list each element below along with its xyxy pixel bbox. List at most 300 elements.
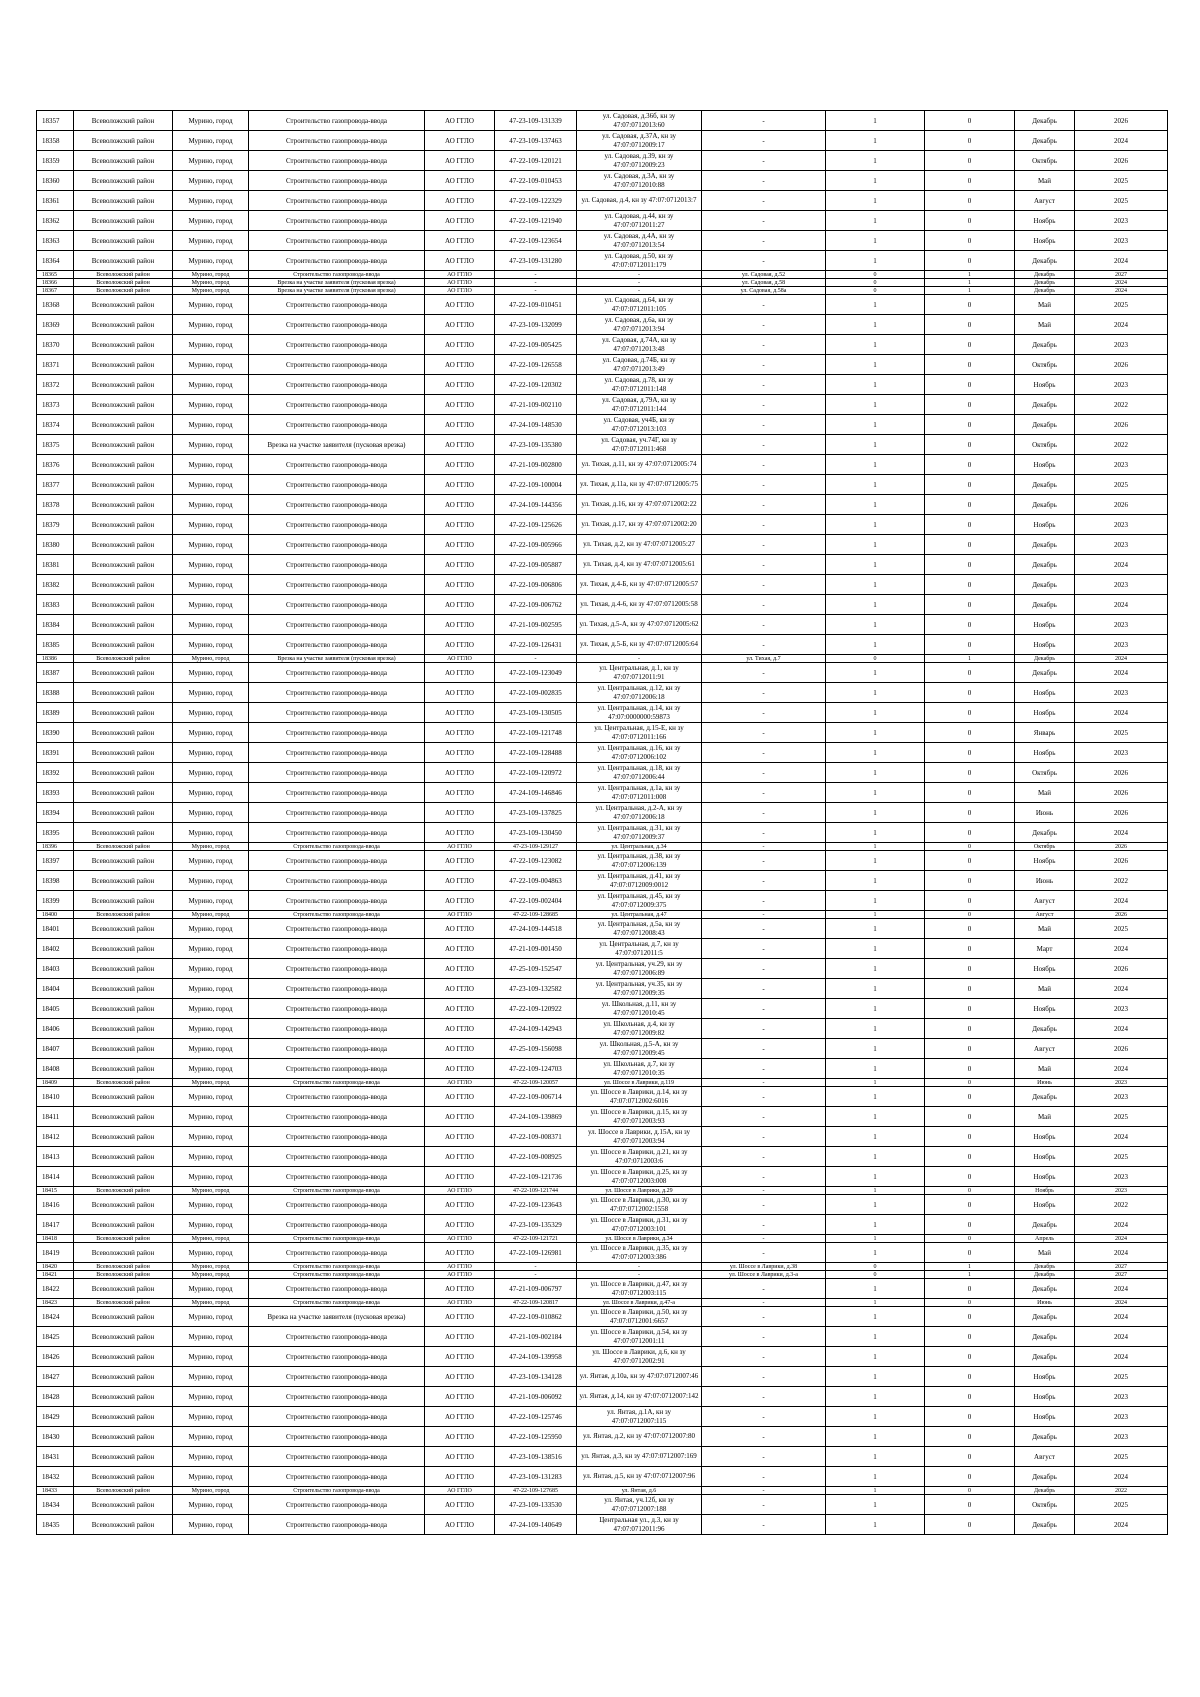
object-address-cell: - <box>702 1515 826 1535</box>
count-b-cell: 0 <box>925 1039 1015 1059</box>
district-cell: Всеволожский район <box>74 723 173 743</box>
application-code-cell: 47-22-109-006806 <box>495 575 577 595</box>
application-code-cell: 47-22-109-010862 <box>495 1307 577 1327</box>
organization-cell: АО ГГЛО <box>425 1487 495 1495</box>
month-cell: Декабрь <box>1015 287 1075 295</box>
month-cell: Декабрь <box>1015 575 1075 595</box>
address-cadastral-cell: ул. Тихая, д.5-А, кн зу 47:07:0712005:62 <box>577 615 702 635</box>
object-address-cell: - <box>702 1447 826 1467</box>
month-cell: Август <box>1015 1039 1075 1059</box>
work-type-cell: Врезка на участке заявителя (пусковая врезка) <box>249 435 425 455</box>
district-cell: Всеволожский район <box>74 1495 173 1515</box>
work-type-cell: Строительство газопровода-ввода <box>249 1215 425 1235</box>
year-cell: 2022 <box>1075 435 1168 455</box>
month-cell: Ноябрь <box>1015 1367 1075 1387</box>
object-address-cell: - <box>702 891 826 911</box>
table-row <box>37 1107 1168 1127</box>
address-cadastral-cell: ул. Садовая, д.37А, кн зу 47:07:0712009:17 <box>577 131 702 151</box>
count-a-cell: 1 <box>826 1059 925 1079</box>
count-b-cell: 0 <box>925 1195 1015 1215</box>
object-address-cell: - <box>702 1059 826 1079</box>
row-number-cell: 18409 <box>37 1079 74 1087</box>
count-a-cell: 1 <box>826 1299 925 1307</box>
address-cadastral-cell: ул. Янтая, д.10а, кн зу 47:07:0712007:46 <box>577 1367 702 1387</box>
count-b-cell: 0 <box>925 979 1015 999</box>
organization-cell: АО ГГЛО <box>425 1079 495 1087</box>
city-cell: Мурино, город <box>173 279 249 287</box>
district-cell: Всеволожский район <box>74 1263 173 1271</box>
address-cadastral-cell: ул. Центральная, д.7, кн зу 47:07:0712011:5 <box>577 939 702 959</box>
city-cell: Мурино, город <box>173 1107 249 1127</box>
count-a-cell: 1 <box>826 783 925 803</box>
organization-cell: АО ГГЛО <box>425 395 495 415</box>
count-a-cell: 1 <box>826 1039 925 1059</box>
organization-cell: АО ГГЛО <box>425 1187 495 1195</box>
month-cell: Ноябрь <box>1015 1407 1075 1427</box>
object-address-cell: - <box>702 1487 826 1495</box>
address-cadastral-cell: ул. Садовая, д.4А, кн зу 47:07:0712013:54 <box>577 231 702 251</box>
district-cell: Всеволожский район <box>74 595 173 615</box>
year-cell: 2024 <box>1075 979 1168 999</box>
address-cadastral-cell: ул. Тихая, д.11а, кн зу 47:07:0712005:75 <box>577 475 702 495</box>
month-cell: Декабрь <box>1015 395 1075 415</box>
count-a-cell: 1 <box>826 1167 925 1187</box>
year-cell: 2027 <box>1075 1263 1168 1271</box>
address-cadastral-cell: ул. Центральная, д.2-А, кн зу 47:07:0712006:18 <box>577 803 702 823</box>
district-cell: Всеволожский район <box>74 1107 173 1127</box>
organization-cell: АО ГГЛО <box>425 999 495 1019</box>
count-a-cell: 1 <box>826 959 925 979</box>
application-code-cell: - <box>495 655 577 663</box>
count-a-cell: 1 <box>826 535 925 555</box>
month-cell: Июнь <box>1015 1079 1075 1087</box>
application-code-cell: 47-22-109-123082 <box>495 851 577 871</box>
table-row <box>37 871 1168 891</box>
table-row <box>37 251 1168 271</box>
address-cadastral-cell: ул. Садовая, уч4Б, кн зу 47:07:0712013:103 <box>577 415 702 435</box>
count-b-cell: 0 <box>925 1167 1015 1187</box>
table-row <box>37 515 1168 535</box>
object-address-cell: - <box>702 635 826 655</box>
row-number-cell: 18359 <box>37 151 74 171</box>
row-number-cell: 18373 <box>37 395 74 415</box>
count-a-cell: 1 <box>826 415 925 435</box>
city-cell: Мурино, город <box>173 1215 249 1235</box>
organization-cell: АО ГГЛО <box>425 535 495 555</box>
address-cadastral-cell: ул. Тихая, д.5-Б, кн зу 47:07:0712005:64 <box>577 635 702 655</box>
table-row <box>37 191 1168 211</box>
object-address-cell: - <box>702 1307 826 1327</box>
month-cell: Ноябрь <box>1015 615 1075 635</box>
district-cell: Всеволожский район <box>74 1019 173 1039</box>
city-cell: Мурино, город <box>173 1367 249 1387</box>
application-code-cell: 47-24-109-144518 <box>495 919 577 939</box>
count-a-cell: 1 <box>826 1195 925 1215</box>
work-type-cell: Строительство газопровода-ввода <box>249 355 425 375</box>
year-cell: 2024 <box>1075 655 1168 663</box>
table-row <box>37 723 1168 743</box>
object-address-cell: - <box>702 435 826 455</box>
year-cell: 2023 <box>1075 211 1168 231</box>
month-cell: Июнь <box>1015 871 1075 891</box>
year-cell: 2026 <box>1075 843 1168 851</box>
count-a-cell: 1 <box>826 979 925 999</box>
application-code-cell: 47-22-109-122329 <box>495 191 577 211</box>
count-a-cell: 1 <box>826 1427 925 1447</box>
work-type-cell: Строительство газопровода-ввода <box>249 1327 425 1347</box>
object-address-cell: - <box>702 1243 826 1263</box>
address-cadastral-cell: ул. Центральная, д.1, кн зу 47:07:0712011:91 <box>577 663 702 683</box>
city-cell: Мурино, город <box>173 1307 249 1327</box>
address-cadastral-cell: ул. Янтая, д.6 <box>577 1487 702 1495</box>
table-row <box>37 919 1168 939</box>
organization-cell: АО ГГЛО <box>425 1263 495 1271</box>
object-address-cell: - <box>702 1195 826 1215</box>
count-a-cell: 1 <box>826 1243 925 1263</box>
district-cell: Всеволожский район <box>74 1235 173 1243</box>
year-cell: 2024 <box>1075 1515 1168 1535</box>
count-a-cell: 1 <box>826 475 925 495</box>
work-type-cell: Строительство газопровода-ввода <box>249 843 425 851</box>
organization-cell: АО ГГЛО <box>425 171 495 191</box>
year-cell: 2024 <box>1075 1467 1168 1487</box>
address-cadastral-cell: ул. Школьная, д.5-А, кн зу 47:07:0712009:45 <box>577 1039 702 1059</box>
district-cell: Всеволожский район <box>74 279 173 287</box>
row-number-cell: 18383 <box>37 595 74 615</box>
count-a-cell: 0 <box>826 1271 925 1279</box>
row-number-cell: 18367 <box>37 287 74 295</box>
work-type-cell: Строительство газопровода-ввода <box>249 871 425 891</box>
year-cell: 2024 <box>1075 891 1168 911</box>
application-code-cell: 47-22-109-120922 <box>495 999 577 1019</box>
row-number-cell: 18425 <box>37 1327 74 1347</box>
count-a-cell: 1 <box>826 211 925 231</box>
application-code-cell: 47-22-109-121940 <box>495 211 577 231</box>
application-code-cell: - <box>495 1271 577 1279</box>
district-cell: Всеволожский район <box>74 455 173 475</box>
year-cell: 2024 <box>1075 555 1168 575</box>
work-type-cell: Врезка на участке заявителя (пусковая врезка) <box>249 655 425 663</box>
address-cadastral-cell: ул. Школьная, д.4, кн зу 47:07:0712009:82 <box>577 1019 702 1039</box>
address-cadastral-cell: - <box>577 271 702 279</box>
table-row <box>37 1495 1168 1515</box>
work-type-cell: Врезка на участке заявителя (пусковая врезка) <box>249 279 425 287</box>
table-row <box>37 455 1168 475</box>
work-type-cell: Строительство газопровода-ввода <box>249 1019 425 1039</box>
city-cell: Мурино, город <box>173 1347 249 1367</box>
count-a-cell: 1 <box>826 1347 925 1367</box>
year-cell: 2023 <box>1075 1407 1168 1427</box>
district-cell: Всеволожский район <box>74 1243 173 1263</box>
address-cadastral-cell: ул. Тихая, д.11, кн зу 47:07:0712005:74 <box>577 455 702 475</box>
city-cell: Мурино, город <box>173 211 249 231</box>
organization-cell: АО ГГЛО <box>425 1167 495 1187</box>
organization-cell: АО ГГЛО <box>425 1235 495 1243</box>
district-cell: Всеволожский район <box>74 635 173 655</box>
application-code-cell: - <box>495 279 577 287</box>
table-row <box>37 475 1168 495</box>
organization-cell: АО ГГЛО <box>425 723 495 743</box>
district-cell: Всеволожский район <box>74 1187 173 1195</box>
month-cell: Ноябрь <box>1015 743 1075 763</box>
object-address-cell: - <box>702 615 826 635</box>
count-b-cell: 0 <box>925 1079 1015 1087</box>
table-row <box>37 335 1168 355</box>
month-cell: Декабрь <box>1015 495 1075 515</box>
city-cell: Мурино, город <box>173 743 249 763</box>
year-cell: 2023 <box>1075 743 1168 763</box>
count-b-cell: 1 <box>925 1271 1015 1279</box>
row-number-cell: 18398 <box>37 871 74 891</box>
table-row <box>37 151 1168 171</box>
application-code-cell: 47-22-109-124703 <box>495 1059 577 1079</box>
row-number-cell: 18372 <box>37 375 74 395</box>
row-number-cell: 18385 <box>37 635 74 655</box>
month-cell: Декабрь <box>1015 1427 1075 1447</box>
object-address-cell: - <box>702 211 826 231</box>
count-a-cell: 1 <box>826 1487 925 1495</box>
address-cadastral-cell: ул. Садовая, д.6а, кн зу 47:07:0712013:94 <box>577 315 702 335</box>
district-cell: Всеволожский район <box>74 271 173 279</box>
month-cell: Декабрь <box>1015 1487 1075 1495</box>
work-type-cell: Врезка на участке заявителя (пусковая врезка) <box>249 1307 425 1327</box>
count-a-cell: 1 <box>826 1019 925 1039</box>
city-cell: Мурино, город <box>173 1487 249 1495</box>
city-cell: Мурино, город <box>173 843 249 851</box>
table-row <box>37 911 1168 919</box>
table-row <box>37 555 1168 575</box>
count-a-cell: 0 <box>826 279 925 287</box>
year-cell: 2024 <box>1075 1127 1168 1147</box>
month-cell: Декабрь <box>1015 1263 1075 1271</box>
organization-cell: АО ГГЛО <box>425 555 495 575</box>
month-cell: Декабрь <box>1015 279 1075 287</box>
city-cell: Мурино, город <box>173 723 249 743</box>
object-address-cell: - <box>702 1495 826 1515</box>
year-cell: 2024 <box>1075 595 1168 615</box>
address-cadastral-cell: ул. Садовая, д.36б, кн зу 47:07:0712013:60 <box>577 111 702 131</box>
organization-cell: АО ГГЛО <box>425 663 495 683</box>
year-cell: 2026 <box>1075 763 1168 783</box>
month-cell: Май <box>1015 315 1075 335</box>
object-address-cell: - <box>702 515 826 535</box>
month-cell: Декабрь <box>1015 1019 1075 1039</box>
district-cell: Всеволожский район <box>74 287 173 295</box>
count-b-cell: 0 <box>925 939 1015 959</box>
district-cell: Всеволожский район <box>74 495 173 515</box>
object-address-cell: - <box>702 171 826 191</box>
work-type-cell: Строительство газопровода-ввода <box>249 851 425 871</box>
row-number-cell: 18413 <box>37 1147 74 1167</box>
month-cell: Ноябрь <box>1015 1195 1075 1215</box>
district-cell: Всеволожский район <box>74 335 173 355</box>
address-cadastral-cell: ул. Садовая, д.4, кн зу 47:07:0712013:7 <box>577 191 702 211</box>
count-b-cell: 0 <box>925 723 1015 743</box>
work-type-cell: Строительство газопровода-ввода <box>249 415 425 435</box>
year-cell: 2026 <box>1075 151 1168 171</box>
year-cell: 2023 <box>1075 1167 1168 1187</box>
city-cell: Мурино, город <box>173 595 249 615</box>
row-number-cell: 18422 <box>37 1279 74 1299</box>
count-a-cell: 1 <box>826 395 925 415</box>
object-address-cell: - <box>702 535 826 555</box>
city-cell: Мурино, город <box>173 635 249 655</box>
address-cadastral-cell: ул. Центральная, д.41, кн зу 47:07:0712009:0012 <box>577 871 702 891</box>
year-cell: 2023 <box>1075 375 1168 395</box>
row-number-cell: 18366 <box>37 279 74 287</box>
row-number-cell: 18421 <box>37 1271 74 1279</box>
year-cell: 2024 <box>1075 1299 1168 1307</box>
count-a-cell: 1 <box>826 151 925 171</box>
row-number-cell: 18430 <box>37 1427 74 1447</box>
address-cadastral-cell: ул. Шоссе в Лаврики, д.15А, кн зу 47:07:0712003:94 <box>577 1127 702 1147</box>
application-code-cell: 47-22-109-002404 <box>495 891 577 911</box>
application-code-cell: 47-22-109-005966 <box>495 535 577 555</box>
work-type-cell: Строительство газопровода-ввода <box>249 1427 425 1447</box>
application-code-cell: 47-23-109-131283 <box>495 1467 577 1487</box>
object-address-cell: - <box>702 1367 826 1387</box>
city-cell: Мурино, город <box>173 871 249 891</box>
month-cell: Май <box>1015 919 1075 939</box>
city-cell: Мурино, город <box>173 939 249 959</box>
year-cell: 2024 <box>1075 131 1168 151</box>
city-cell: Мурино, город <box>173 803 249 823</box>
application-code-cell: 47-22-109-005425 <box>495 335 577 355</box>
application-code-cell: 47-23-109-131339 <box>495 111 577 131</box>
address-cadastral-cell: ул. Центральная, д.15-Е, кн зу 47:07:0712011:166 <box>577 723 702 743</box>
district-cell: Всеволожский район <box>74 171 173 191</box>
organization-cell: АО ГГЛО <box>425 335 495 355</box>
count-b-cell: 0 <box>925 111 1015 131</box>
address-cadastral-cell: ул. Центральная, уч.29, кн зу 47:07:0712006:89 <box>577 959 702 979</box>
count-b-cell: 0 <box>925 515 1015 535</box>
object-address-cell: - <box>702 555 826 575</box>
work-type-cell: Строительство газопровода-ввода <box>249 635 425 655</box>
city-cell: Мурино, город <box>173 1263 249 1271</box>
month-cell: Декабрь <box>1015 271 1075 279</box>
row-number-cell: 18412 <box>37 1127 74 1147</box>
row-number-cell: 18435 <box>37 1515 74 1535</box>
application-code-cell: 47-23-109-135329 <box>495 1215 577 1235</box>
work-type-cell: Строительство газопровода-ввода <box>249 555 425 575</box>
count-a-cell: 1 <box>826 131 925 151</box>
count-a-cell: 1 <box>826 703 925 723</box>
object-address-cell: - <box>702 315 826 335</box>
table-row <box>37 1347 1168 1367</box>
work-type-cell: Строительство газопровода-ввода <box>249 1487 425 1495</box>
row-number-cell: 18363 <box>37 231 74 251</box>
address-cadastral-cell: ул. Школьная, д.7, кн зу 47:07:0712010:35 <box>577 1059 702 1079</box>
count-a-cell: 1 <box>826 1327 925 1347</box>
application-code-cell: 47-22-109-125950 <box>495 1427 577 1447</box>
count-a-cell: 1 <box>826 851 925 871</box>
count-b-cell: 0 <box>925 211 1015 231</box>
address-cadastral-cell: ул. Шоссе в Лаврики, д.34 <box>577 1235 702 1243</box>
organization-cell: АО ГГЛО <box>425 803 495 823</box>
row-number-cell: 18408 <box>37 1059 74 1079</box>
count-b-cell: 0 <box>925 1127 1015 1147</box>
count-b-cell: 1 <box>925 1263 1015 1271</box>
district-cell: Всеволожский район <box>74 355 173 375</box>
organization-cell: АО ГГЛО <box>425 515 495 535</box>
count-a-cell: 1 <box>826 1187 925 1195</box>
district-cell: Всеволожский район <box>74 475 173 495</box>
year-cell: 2024 <box>1075 1307 1168 1327</box>
organization-cell: АО ГГЛО <box>425 851 495 871</box>
address-cadastral-cell: - <box>577 287 702 295</box>
district-cell: Всеволожский район <box>74 1327 173 1347</box>
year-cell: 2024 <box>1075 1327 1168 1347</box>
month-cell: Июнь <box>1015 1299 1075 1307</box>
district-cell: Всеволожский район <box>74 959 173 979</box>
row-number-cell: 18427 <box>37 1367 74 1387</box>
table-row <box>37 663 1168 683</box>
row-number-cell: 18424 <box>37 1307 74 1327</box>
count-a-cell: 1 <box>826 1495 925 1515</box>
count-a-cell: 1 <box>826 1387 925 1407</box>
month-cell: Апрель <box>1015 1235 1075 1243</box>
city-cell: Мурино, город <box>173 615 249 635</box>
row-number-cell: 18399 <box>37 891 74 911</box>
city-cell: Мурино, город <box>173 1279 249 1299</box>
month-cell: Ноябрь <box>1015 959 1075 979</box>
object-address-cell: - <box>702 1467 826 1487</box>
application-code-cell: 47-25-109-156098 <box>495 1039 577 1059</box>
count-a-cell: 1 <box>826 575 925 595</box>
address-cadastral-cell: ул. Шоссе в Лаврики, д.119 <box>577 1079 702 1087</box>
row-number-cell: 18394 <box>37 803 74 823</box>
city-cell: Мурино, город <box>173 455 249 475</box>
district-cell: Всеволожский район <box>74 703 173 723</box>
work-type-cell: Строительство газопровода-ввода <box>249 959 425 979</box>
count-a-cell: 1 <box>826 1147 925 1167</box>
application-code-cell: 47-25-109-152547 <box>495 959 577 979</box>
count-b-cell: 0 <box>925 1407 1015 1427</box>
count-b-cell: 0 <box>925 415 1015 435</box>
city-cell: Мурино, город <box>173 1327 249 1347</box>
organization-cell: АО ГГЛО <box>425 435 495 455</box>
table-row <box>37 1087 1168 1107</box>
city-cell: Мурино, город <box>173 435 249 455</box>
application-code-cell: 47-22-109-006762 <box>495 595 577 615</box>
organization-cell: АО ГГЛО <box>425 131 495 151</box>
address-cadastral-cell: ул. Шоссе в Лаврики, д.47, кн зу 47:07:0712003:115 <box>577 1279 702 1299</box>
table-row <box>37 959 1168 979</box>
count-a-cell: 1 <box>826 1127 925 1147</box>
application-code-cell: - <box>495 287 577 295</box>
row-number-cell: 18387 <box>37 663 74 683</box>
year-cell: 2024 <box>1075 279 1168 287</box>
table-row <box>37 851 1168 871</box>
work-type-cell: Строительство газопровода-ввода <box>249 151 425 171</box>
object-address-cell: - <box>702 851 826 871</box>
district-cell: Всеволожский район <box>74 231 173 251</box>
count-b-cell: 0 <box>925 1307 1015 1327</box>
object-address-cell: - <box>702 919 826 939</box>
table-row <box>37 1367 1168 1387</box>
application-code-cell: 47-22-109-120302 <box>495 375 577 395</box>
year-cell: 2023 <box>1075 1427 1168 1447</box>
count-a-cell: 1 <box>826 171 925 191</box>
count-b-cell: 0 <box>925 851 1015 871</box>
work-type-cell: Строительство газопровода-ввода <box>249 803 425 823</box>
year-cell: 2024 <box>1075 1279 1168 1299</box>
organization-cell: АО ГГЛО <box>425 1427 495 1447</box>
application-code-cell: 47-24-109-139869 <box>495 1107 577 1127</box>
table-row <box>37 211 1168 231</box>
object-address-cell: - <box>702 663 826 683</box>
object-address-cell: - <box>702 335 826 355</box>
